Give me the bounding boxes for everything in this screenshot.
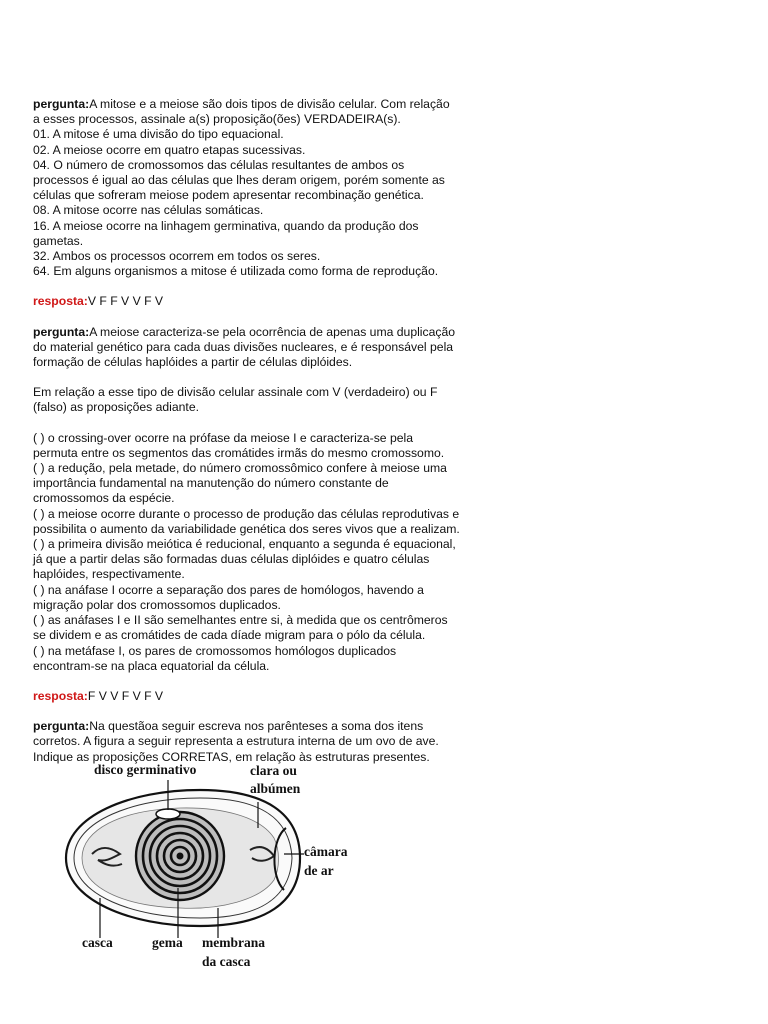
question-2-item: ( ) o crossing-over ocorre na prófase da meiose I e caracteriza-se pela <box>33 430 414 445</box>
question-2-item: permuta entre os segmentos das cromátides irmãs do mesmo cromossomo. <box>33 445 445 460</box>
question-1-line: pergunta:A mitose e a meiose são dois tipos de divisão celular. Com relação <box>33 97 450 111</box>
spacer <box>33 279 493 294</box>
spacer <box>33 370 493 385</box>
answer-label: resposta: <box>33 688 88 703</box>
label-gema: gema <box>152 935 183 950</box>
question-1-option: 32. Ambos os processos ocorrem em todos os seres. <box>33 249 321 264</box>
spacer <box>33 674 493 689</box>
answer-text: V F F V V F V <box>87 294 164 309</box>
question-2-item: possibilita o aumento da variabilidade genética dos seres vivos que a realizam. <box>33 521 460 536</box>
question-1-option: 02. A meiose ocorre em quatro etapas sucessivas. <box>33 142 306 157</box>
answer-text: F V V F V F V <box>87 688 164 703</box>
germinal-disc <box>156 809 180 819</box>
question-1-line: processos é igual ao das células que lhes deram origem, porém somente as <box>33 173 445 188</box>
egg-diagram <box>60 758 360 973</box>
question-label: pergunta: <box>33 324 90 339</box>
label-membrana: membrana <box>202 935 265 950</box>
question-2-item: ( ) a meiose ocorre durante o processo de produção das células reprodutivas e <box>33 506 460 521</box>
question-2-instruction: (falso) as proposições adiante. <box>33 400 199 415</box>
label-de-ar: de ar <box>304 863 334 878</box>
question-1-line: a esses processos, assinale a(s) proposição(ões) VERDADEIRA(s). <box>33 112 401 127</box>
question-2-item: migração polar dos cromossomos duplicados. <box>33 597 281 612</box>
label-da-casca: da casca <box>202 954 251 969</box>
answer-label: resposta: <box>33 294 88 309</box>
question-1-option: 64. Em alguns organismos a mitose é utilizada como forma de reprodução. <box>33 264 439 279</box>
question-1-line: gametas. <box>33 233 84 248</box>
question-2-item: ( ) as anáfases I e II são semelhantes entre si, à medida que os centrômeros <box>33 613 448 628</box>
spacer <box>33 310 493 325</box>
question-2-item: ( ) a redução, pela metade, do número cromossômico confere à meiose uma <box>33 461 447 476</box>
question-1-line: células que sofreram meiose podem apresentar recombinação genética. <box>33 188 424 203</box>
question-2-item: haplóides, respectivamente. <box>33 567 185 582</box>
question-2-instruction: Em relação a esse tipo de divisão celular assinale com V (verdadeiro) ou F <box>33 385 438 400</box>
label-albumen: albúmen <box>250 781 301 796</box>
question-1-option: 04. O número de cromossomos das células resultantes de ambos os <box>33 157 405 172</box>
question-label: pergunta: <box>33 719 90 734</box>
question-2: pergunta:A meiose caracteriza-se pela ocorrência de apenas uma duplicação do material genético para cada duas divisões nucleares, e é responsável pela formação de células haplóides a partir de células diplóides. Em relação a esse tipo de divisão celular assinale com V (verdadeiro) ou F (falso) as proposições adiante. ( ) o crossing-over ocorre na prófase da meiose I e caracteriza-se pela permuta entre os segmentos das cromátides irmãs do mesmo cromossomo. ( ) a redução, pela metade, do número cromossômico confere à meiose uma importância fundamental na manutenção do número constante de cromossomos da espécie. ( ) a meiose ocorre durante o processo de produção das células reprodutivas e possibilita o aumento da variabilidade genética dos seres vivos que a realizam. ( ) a primeira divisão meiótica é reducional, enquanto a segunda é equacional, já que a partir delas são formadas duas células diplóides e quatro células haplóides, respectivamente. ( ) na anáfase I ocorre a separação dos pares de homólogos, havendo a migração polar dos cromossomos duplicados. ( ) as anáfases I e II são semelhantes entre si, à medida que os centrômeros se dividem e as cromátides de cada díade migram para o pólo da célula. ( ) na metáfase I, os pares de cromossomos homólogos duplicados encontram-se na placa equatorial da célula. <box>33 325 493 674</box>
question-1-option: 16. A meiose ocorre na linhagem germinativa, quando da produção dos <box>33 218 419 233</box>
answer-2 <box>33 689 493 704</box>
question-2-item: ( ) na metáfase I, os pares de cromossomos homólogos duplicados <box>33 643 397 658</box>
question-1-option: 08. A mitose ocorre nas células somáticas. <box>33 203 264 218</box>
question-1 <box>33 97 493 279</box>
question-3-line: Indique as proposições CORRETAS, em relação às estruturas presentes. <box>33 749 430 764</box>
label-clara-ou: clara ou <box>250 763 297 778</box>
question-3: pergunta:Na questãoa seguir escreva nos parênteses a soma dos itens corretos. A figura a seguir representa a estrutura interna de um ovo de ave. Indique as proposições CORRETAS, em relação às estruturas presentes. <box>33 719 493 765</box>
spacer <box>33 704 493 719</box>
label-casca: casca <box>82 935 113 950</box>
question-2-item: encontram-se na placa equatorial da célula. <box>33 658 270 673</box>
answer-1 <box>33 294 493 309</box>
question-2-line: formação de células haplóides a partir de células diplóides. <box>33 355 353 370</box>
question-1-option: 01. A mitose é uma divisão do tipo equacional. <box>33 127 284 142</box>
question-label: pergunta: <box>33 97 90 111</box>
label-disco-germinativo: disco germinativo <box>94 762 197 777</box>
question-2-item: cromossomos da espécie. <box>33 491 175 506</box>
question-2-line: do material genético para cada duas divisões nucleares, e é responsável pela <box>33 339 454 354</box>
question-2-item: importância fundamental na manutenção do número constante de <box>33 476 389 491</box>
question-2-item: ( ) na anáfase I ocorre a separação dos pares de homólogos, havendo a <box>33 582 424 597</box>
question-3-line: corretos. A figura a seguir representa a estrutura interna de um ovo de ave. <box>33 734 439 749</box>
document-text <box>33 97 493 765</box>
question-2-item: já que a partir delas são formadas duas células diplóides e quatro células <box>33 552 430 567</box>
question-2-item: ( ) a primeira divisão meiótica é reducional, enquanto a segunda é equacional, <box>33 537 456 552</box>
spacer <box>33 416 493 431</box>
label-camara: câmara <box>304 844 348 859</box>
question-2-item: se dividem e as cromátides de cada díade migram para o pólo da célula. <box>33 628 426 643</box>
yolk <box>136 812 224 900</box>
